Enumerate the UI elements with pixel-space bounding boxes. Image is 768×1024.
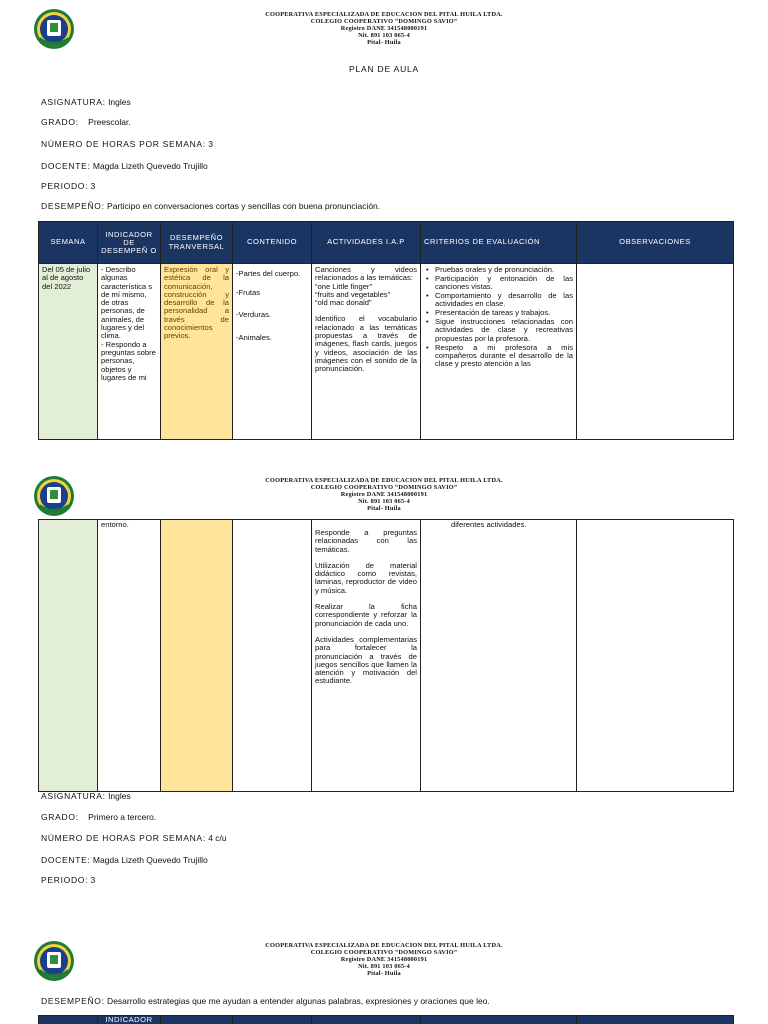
header-transversal: DESEMPEÑO TRANVERSAL	[161, 222, 233, 264]
header-line: Nit. 891 103 065-4	[358, 32, 410, 39]
indicador-item: - Respondo a preguntas sobre personas, objetos y lugares de mi	[101, 339, 156, 382]
field-label: NÚMERO DE HORAS POR SEMANA:	[41, 833, 206, 843]
header-semana	[39, 1016, 98, 1024]
school-logo	[33, 474, 75, 518]
cell-contenido	[233, 264, 312, 440]
contenido-item: -Verduras.	[236, 310, 272, 320]
cell-observaciones	[577, 520, 734, 792]
page-1	[0, 0, 768, 460]
field-label: PERIODO:	[41, 875, 89, 885]
field-value: 4 c/u	[205, 833, 227, 843]
institution-header	[200, 942, 568, 977]
plan-table-part-2	[38, 519, 734, 792]
field-label: NÚMERO DE HORAS POR SEMANA:	[41, 139, 206, 149]
field-desempeno	[41, 201, 380, 211]
field-docente	[41, 161, 208, 171]
actividad-item: Utilización de material didáctico como revistas, laminas, reproductor de video y música.	[315, 560, 417, 595]
cell-actividades	[312, 520, 421, 792]
header-line: Registro DANE 341548000191	[340, 491, 428, 498]
header-line: Nit. 891 103 065-4	[358, 498, 410, 505]
field-asignatura	[41, 791, 131, 801]
header-line: Pital- Huila	[367, 505, 401, 512]
field-label: PERIODO:	[41, 181, 89, 191]
field-value: Primero a tercero.	[78, 812, 157, 822]
cell-transversal: Expresión oral y estética de la comunicación, construcción y desarrollo de la personalidad a través de conocimientos previos.	[161, 264, 233, 440]
criterio-item: • Respeto a mi profesora a mis compañeros durante el desarrollo de la clase y presto atención a las	[424, 344, 573, 369]
header-criterios: CRITERIOS DE EVALUACIÓN	[421, 222, 577, 264]
plan-table-part-1	[38, 221, 734, 440]
header-line: Registro DANE 341548000191	[340, 25, 428, 32]
field-label: ASIGNATURA:	[41, 791, 106, 801]
criterio-item: • Comportamiento y desarrollo de las actividades en clase.	[424, 292, 573, 309]
field-value: Participo en conversaciones cortas y sencillas con buena pronunciación.	[104, 201, 381, 211]
header-semana: SEMANA	[39, 222, 98, 264]
header-line: Nit. 891 103 065-4	[358, 963, 410, 970]
field-grado	[41, 117, 131, 127]
header-indicador: INDICADOR	[98, 1016, 161, 1024]
institution-header	[200, 477, 568, 512]
field-label: GRADO:	[41, 812, 79, 822]
field-value: Desarrollo estrategias que me ayudan a entender algunas palabras, expresiones y oraciones que leo.	[104, 996, 490, 1006]
header-line: COOPERATIVA ESPECIALIZADA DE EDUCACION DEL PITAL HUILA LTDA.	[265, 11, 503, 18]
actividad-item: Responde a preguntas relacionadas con las temáticas.	[315, 528, 417, 554]
header-criterios	[421, 1016, 577, 1024]
field-label: GRADO:	[41, 117, 79, 127]
field-grado	[41, 812, 156, 822]
actividad-item: Identifico el vocabulario relacionado a las temáticas propuestas a través de imágenes, flash cards, juegos y videos, asociación de las imágenes con el sonido de la pronunciación.	[315, 314, 417, 374]
cell-contenido	[233, 520, 312, 792]
header-line: Registro DANE 341548000191	[340, 956, 428, 963]
header-contenido	[233, 1016, 312, 1024]
header-contenido: CONTENIDO	[233, 222, 312, 264]
header-actividades	[312, 1016, 421, 1024]
header-line: Pital- Huila	[367, 970, 401, 977]
field-label: DOCENTE:	[41, 855, 91, 865]
criterio-item: • Sigue instrucciones relacionadas con actividades de clase y recreativas propuestas por la profesora.	[424, 318, 573, 343]
criterio-item: • Participación y entonación de las canciones vistas.	[424, 275, 573, 292]
field-value: Preescolar.	[78, 117, 131, 127]
header-line: COLEGIO COOPERATIVO “DOMINGO SAVIO”	[310, 484, 458, 491]
field-value: Ingles	[105, 791, 131, 801]
criterio-item: • Pruebas orales y de pronunciación.	[424, 266, 573, 274]
actividad-item: “old mac donald”	[315, 298, 372, 308]
indicador-item: - Describo algunas característica s de mí mismo, de otras personas, de animales, de lugares y del clima.	[101, 265, 153, 341]
field-label: ASIGNATURA:	[41, 97, 106, 107]
cell-semana	[39, 520, 98, 792]
contenido-item: -Animales.	[236, 332, 272, 342]
field-label: DOCENTE:	[41, 161, 91, 171]
field-value: 3	[88, 181, 96, 191]
cell-criterios: diferentes actividades.	[421, 520, 577, 792]
criterios-list	[424, 266, 573, 369]
field-horas	[41, 139, 213, 149]
page-2	[0, 470, 768, 925]
field-desempeno	[41, 996, 490, 1006]
header-indicador: INDICADOR DE DESEMPEÑ O	[98, 222, 161, 264]
criterio-item: • Presentación de tareas y trabajos.	[424, 309, 573, 317]
school-logo	[33, 7, 75, 51]
institution-header	[200, 11, 568, 46]
actividad-item: Canciones y videos relacionados a las temáticas:	[315, 265, 417, 283]
cell-semana: Del 05 de julio al de agosto del 2022	[39, 264, 98, 440]
cell-criterios	[421, 264, 577, 440]
field-periodo	[41, 181, 95, 191]
field-label: DESEMPEÑO:	[41, 996, 105, 1006]
header-actividades: ACTIVIDADES I.A.P	[312, 222, 421, 264]
contenido-item: -Frutas	[236, 288, 261, 297]
cell-transversal	[161, 520, 233, 792]
plan-table-part-3-header	[38, 1015, 734, 1024]
field-value: Ingles	[105, 97, 131, 107]
cell-indicador: entorno.	[98, 520, 161, 792]
field-value: Magda Lizeth Quevedo Trujillo	[90, 855, 208, 865]
field-asignatura	[41, 97, 131, 107]
field-docente	[41, 855, 208, 865]
school-logo	[33, 939, 75, 983]
header-line: COLEGIO COOPERATIVO “DOMINGO SAVIO”	[310, 949, 458, 956]
page-3	[0, 935, 768, 1024]
header-line: COLEGIO COOPERATIVO “DOMINGO SAVIO”	[310, 18, 458, 25]
actividad-item: Actividades complementarias para fortalecer la pronunciación a través de juegos sencillos que llamen la atención y motivación del estudiante.	[315, 634, 417, 686]
header-transversal	[161, 1016, 233, 1024]
cell-actividades	[312, 264, 421, 440]
cell-observaciones	[577, 264, 734, 440]
actividad-item: “fruits and vegetables”	[315, 289, 391, 299]
actividad-item: Realizar la ficha correspondiente y reforzar la pronunciación de cada uno.	[315, 602, 417, 628]
actividad-item: “one Little finger”	[315, 281, 372, 291]
field-value: 3	[205, 139, 213, 149]
field-horas	[41, 833, 227, 843]
field-value: 3	[88, 875, 96, 885]
header-line: COOPERATIVA ESPECIALIZADA DE EDUCACION DEL PITAL HUILA LTDA.	[265, 477, 503, 484]
field-label: DESEMPEÑO:	[41, 201, 105, 211]
cell-indicador	[98, 264, 161, 440]
field-value: Magda Lizeth Quevedo Trujillo	[90, 161, 208, 171]
contenido-item: -Partes del cuerpo.	[236, 269, 301, 278]
header-observaciones: OBSERVACIONES	[577, 222, 734, 264]
header-observaciones	[577, 1016, 734, 1024]
header-line: Pital- Huila	[367, 39, 401, 46]
field-periodo	[41, 875, 95, 885]
header-line: COOPERATIVA ESPECIALIZADA DE EDUCACION DEL PITAL HUILA LTDA.	[265, 942, 503, 949]
document-title: PLAN DE AULA	[348, 64, 420, 74]
